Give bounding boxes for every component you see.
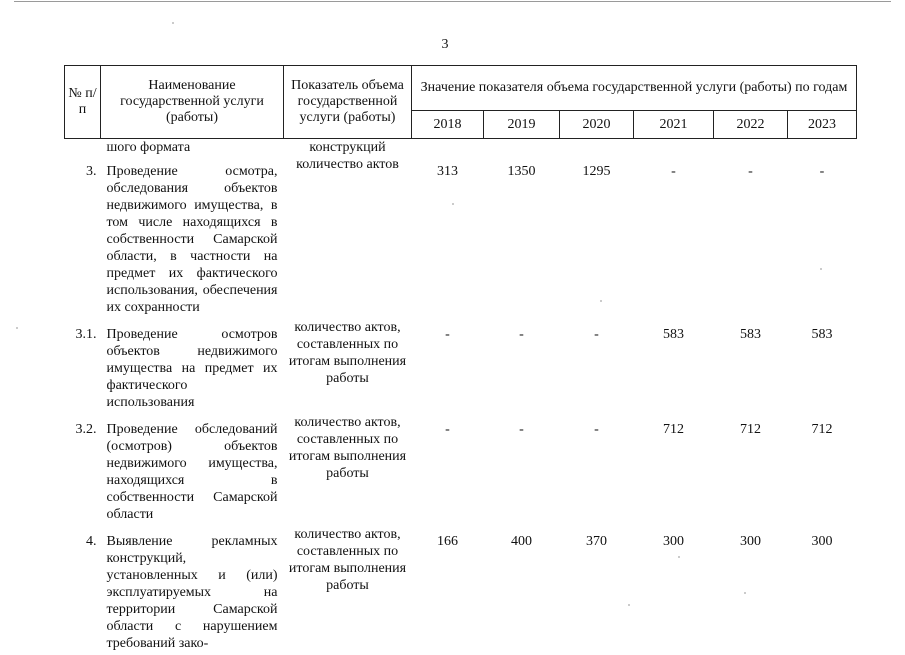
row-number: 3.1. xyxy=(75,327,97,342)
indicator: количество актов, составленных по итогам выполнения работы xyxy=(288,415,407,481)
indicator: количество актов, составленных по итогам выполнения работы xyxy=(288,320,407,386)
value-2019: 400 xyxy=(511,534,532,549)
scan-speck xyxy=(820,268,822,270)
page-number: 3 xyxy=(441,37,449,52)
table-row xyxy=(65,139,857,157)
value-2023: - xyxy=(819,164,825,179)
scan-speck xyxy=(172,22,174,24)
row-number: 3. xyxy=(86,164,97,179)
value-2019 xyxy=(484,139,560,157)
value-2022: 712 xyxy=(740,422,761,437)
row-number: 3.2. xyxy=(75,422,97,437)
service-name: Проведение осмотров объектов недвижимого имущества на предмет их фактического использования xyxy=(106,327,278,410)
value-2018: 313 xyxy=(437,164,458,179)
header-year: 2022 xyxy=(714,111,788,139)
value-2019: 1350 xyxy=(507,164,536,179)
value-2020: - xyxy=(594,327,599,342)
indicator: количество актов, составленных по итогам выполнения работы xyxy=(288,527,407,593)
header-year: 2018 xyxy=(412,111,484,139)
indicator: конструкций xyxy=(309,140,386,155)
header-service-name: Наименование государственной услуги (работы) xyxy=(101,66,284,139)
scan-speck xyxy=(678,556,680,558)
header-num: № п/п xyxy=(65,66,101,139)
value-2021: 300 xyxy=(663,534,684,549)
service-name: шого формата xyxy=(106,140,191,155)
row-number xyxy=(65,139,101,157)
value-2019: - xyxy=(519,422,524,437)
page-top-rule xyxy=(14,1,891,2)
service-name: Проведение обследований (осмотров) объектов недвижимого имущества, находящихся в собственности Самарской области xyxy=(106,422,278,522)
value-2021 xyxy=(634,139,714,157)
indicator: количество актов xyxy=(296,157,399,172)
scan-speck xyxy=(452,203,454,205)
value-2020 xyxy=(560,139,634,157)
value-2022: 300 xyxy=(740,534,761,549)
value-2022 xyxy=(714,139,788,157)
table-row xyxy=(65,319,857,414)
services-table xyxy=(64,65,857,655)
row-number: 4. xyxy=(86,534,97,549)
header-values-by-year: Значение показателя объема государственной услуги (работы) по годам xyxy=(412,66,857,111)
value-2023: 583 xyxy=(811,327,833,342)
header-year: 2023 xyxy=(788,111,857,139)
value-2018: - xyxy=(445,327,450,342)
value-2022: 583 xyxy=(740,327,761,342)
value-2018 xyxy=(412,139,484,157)
value-2018: - xyxy=(445,422,450,437)
value-2023: 300 xyxy=(811,534,833,549)
table-row xyxy=(65,156,857,319)
scan-speck xyxy=(16,327,18,329)
table-row xyxy=(65,526,857,655)
value-2020: 1295 xyxy=(582,164,611,179)
table-row xyxy=(65,414,857,526)
scan-speck xyxy=(600,300,602,302)
header-indicator: Показатель объема государственной услуги (работы) xyxy=(284,66,412,139)
header-year: 2019 xyxy=(484,111,560,139)
value-2021: 712 xyxy=(663,422,684,437)
value-2023: 712 xyxy=(811,422,833,437)
value-2020: - xyxy=(594,422,599,437)
scan-speck xyxy=(628,604,630,606)
value-2023 xyxy=(788,139,857,157)
service-name: Выявление рекламных конструкций, установленных и (или) эксплуатируемых на территории Самарской области с нарушением требований зако- xyxy=(106,534,278,651)
service-name: Проведение осмотра, обследования объектов недвижимого имущества, в том числе находящихся в собственности Самарской области, в частности на предмет их фактического использования, обеспечения их сохранности xyxy=(106,164,278,315)
header-year: 2020 xyxy=(560,111,634,139)
value-2021: 583 xyxy=(663,327,684,342)
scan-speck xyxy=(744,592,746,594)
header-year: 2021 xyxy=(634,111,714,139)
value-2021: - xyxy=(671,164,676,179)
value-2019: - xyxy=(519,327,524,342)
value-2020: 370 xyxy=(586,534,607,549)
value-2022: - xyxy=(748,164,753,179)
value-2018: 166 xyxy=(437,534,458,549)
